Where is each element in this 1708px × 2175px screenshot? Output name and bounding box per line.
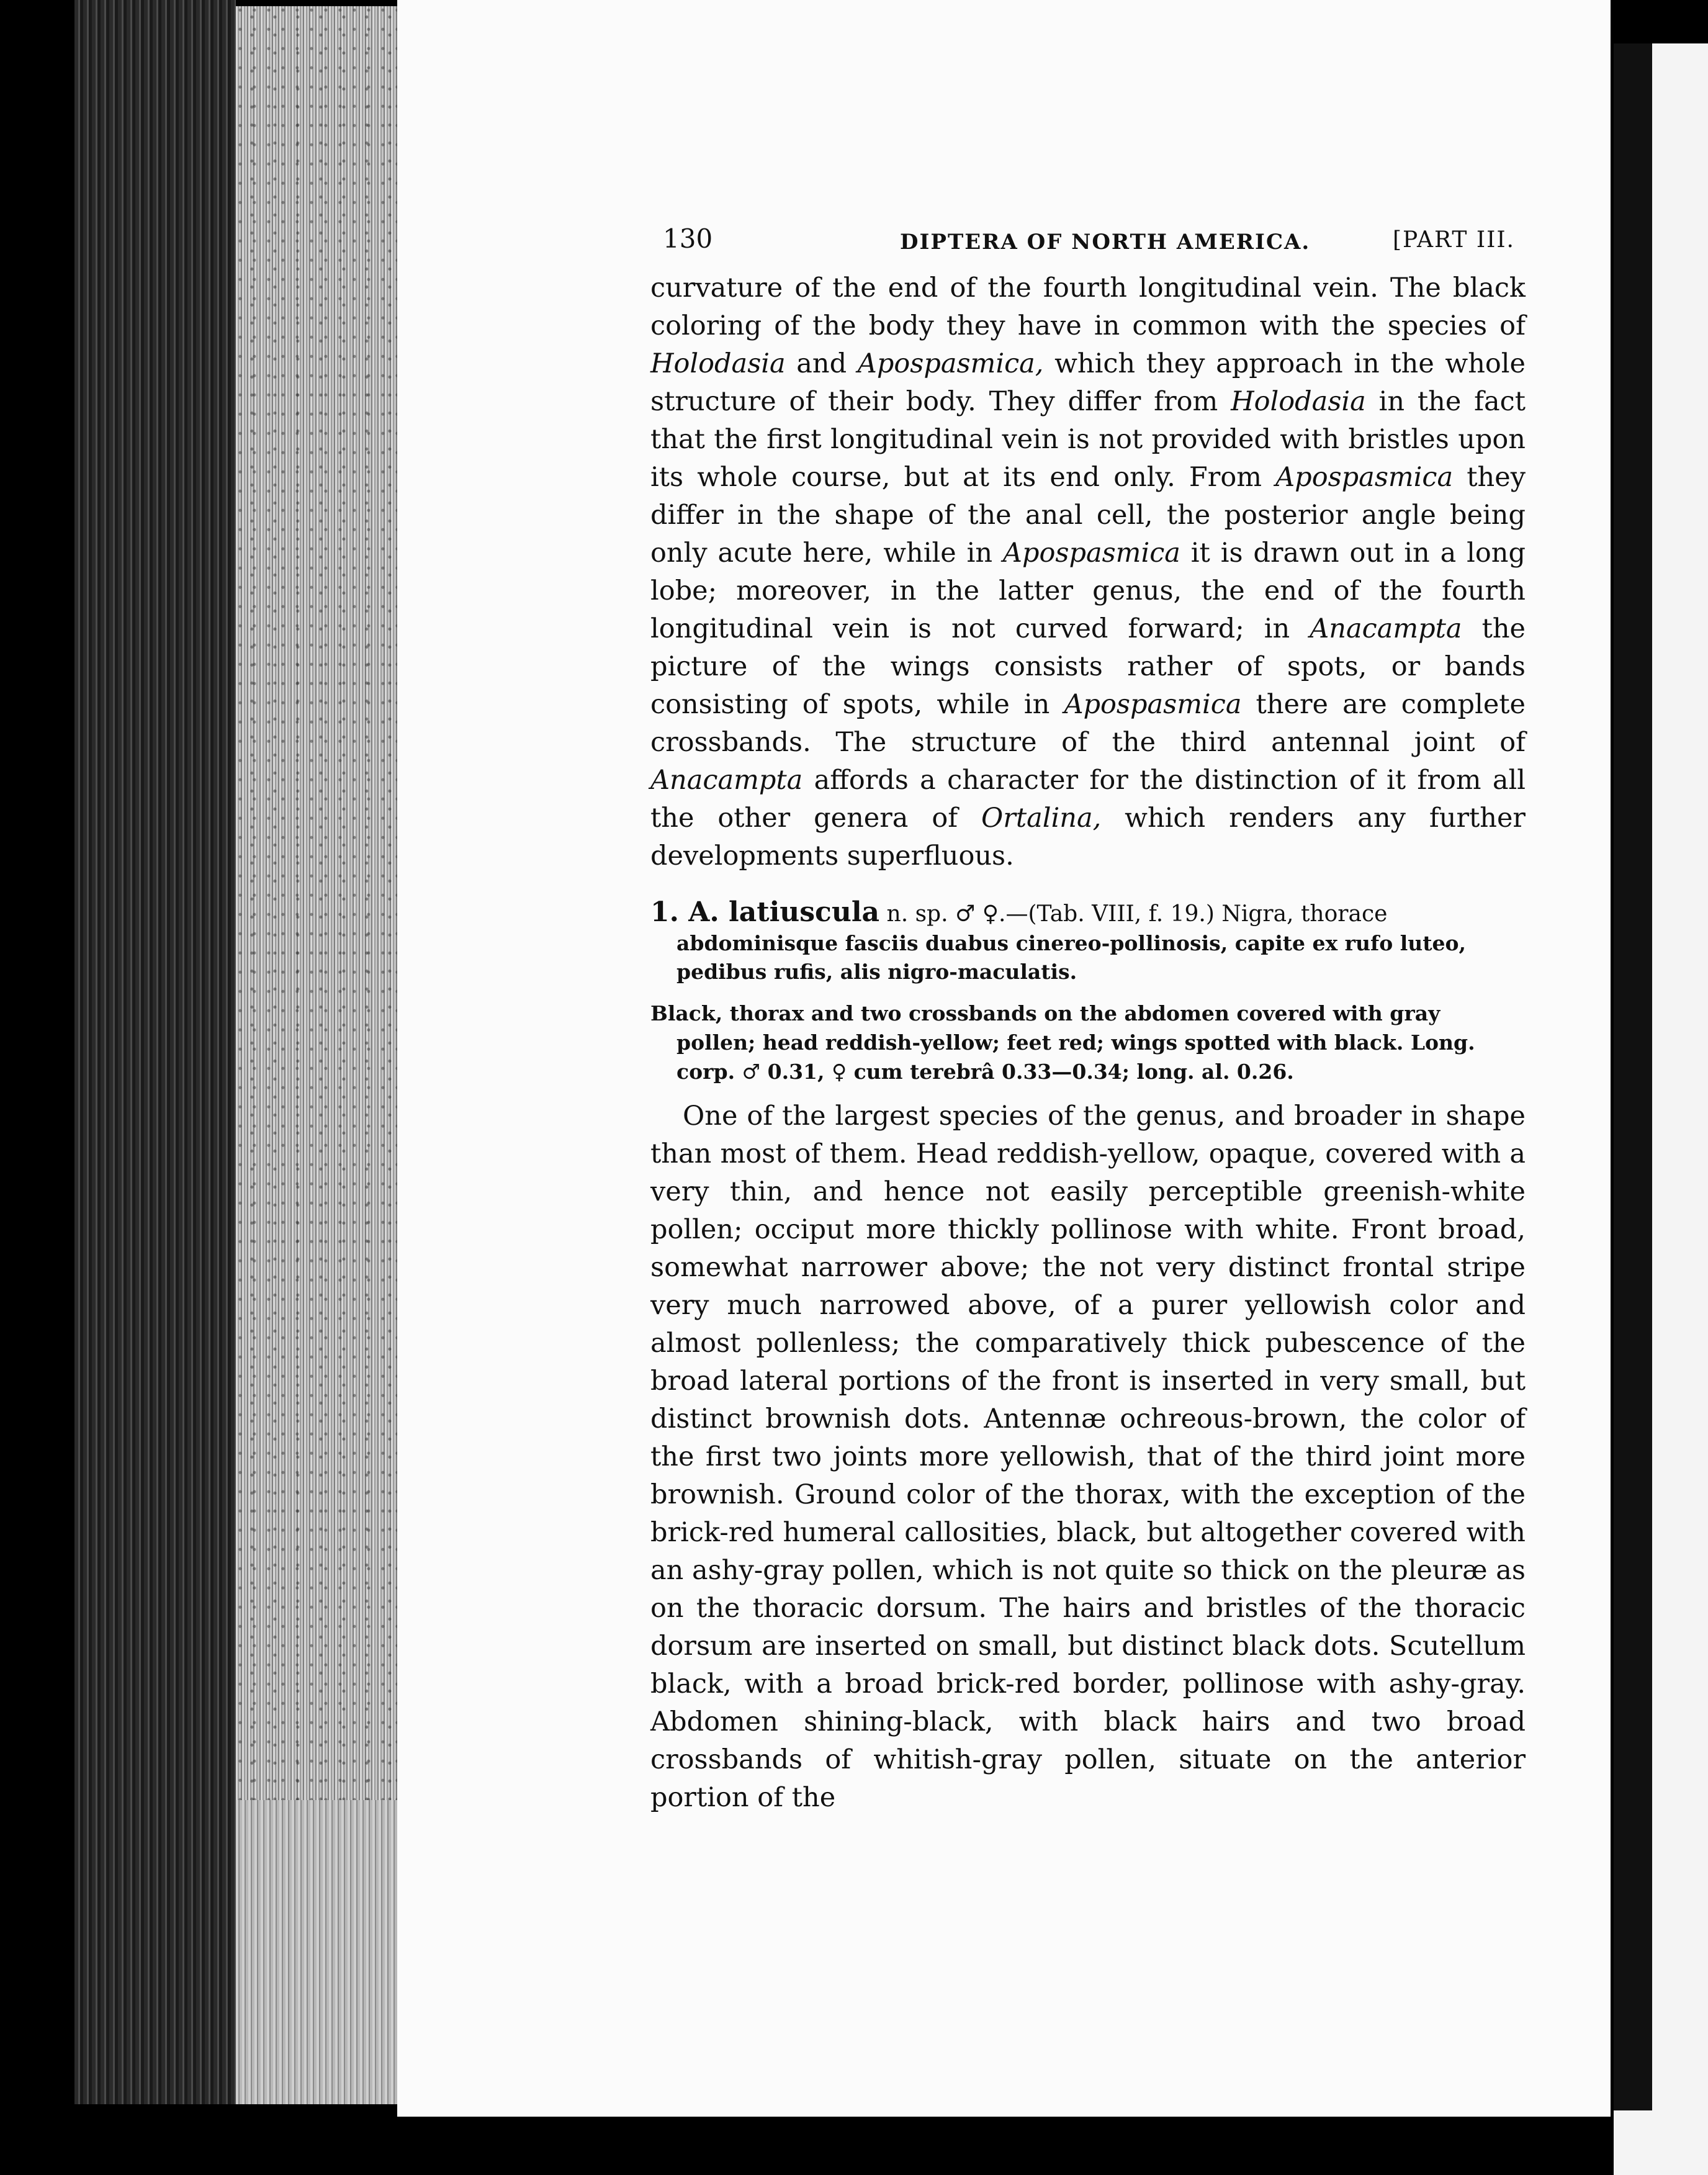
latin-diagnosis-line: pedibus rufis, alis nigro-maculatis.: [676, 960, 1077, 984]
text-run: they differ in the shape of the anal cell, the posterior angle being only acute here, while in: [650, 462, 1526, 569]
diagnosis-line: Black, thorax and two crossbands on the abdomen covered with gray: [650, 1001, 1441, 1025]
genus-name: Anacampta: [1310, 613, 1462, 644]
genus-name: Anacampta: [650, 765, 803, 796]
species-diagnosis: [650, 898, 1526, 986]
genus-name: Holodasia: [1231, 386, 1366, 417]
latin-diagnosis-line: abdominisque fasciis duabus cinereo-pollinosis, capite ex rufo luteo,: [676, 931, 1467, 955]
species-heading: [650, 898, 1526, 929]
text-run: the picture of the wings consists rather of spots, or bands consisting of spots, while in: [650, 613, 1526, 720]
running-title: DIPTERA OF NORTH AMERICA.: [900, 230, 1311, 254]
genus-name: Apospasmica: [1002, 538, 1180, 569]
genus-name: Ortalina,: [981, 803, 1102, 834]
species-heading-rest: n. sp. ♂ ♀.—(Tab. VIII, f. 19.) Nigra, thorace: [879, 901, 1388, 927]
english-diagnosis: [650, 999, 1526, 1086]
diagnosis-line: pollen; head reddish-yellow; feet red; wings spotted with black. Long.: [676, 1030, 1475, 1055]
species-name: 1. A. latiuscula: [650, 896, 880, 928]
page-number: 130: [663, 223, 713, 254]
genus-name: Apospasmica: [1275, 462, 1454, 493]
genus-name: Apospasmica: [1064, 689, 1242, 720]
text-run: and: [785, 348, 858, 379]
text-run: which they approach in the whole structure of their body. They differ from: [650, 348, 1526, 417]
text-run: in the fact that the first longitudinal vein is not provided with bristles upon its whole course, but at its end only. From: [650, 386, 1526, 493]
page-content: [650, 223, 1526, 1817]
genus-name: Apospasmica,: [857, 348, 1044, 379]
text-run: affords a character for the distinction of it from all the other genera of: [650, 765, 1526, 834]
text-run: it is drawn out in a long lobe; moreover, in the latter genus, the end of the fourth longitudinal vein is not curved forward; in: [650, 538, 1526, 644]
text-run: which renders any further developments superfluous.: [650, 803, 1526, 871]
book-spine: [74, 0, 236, 2104]
page-gutter-shadow: [1614, 43, 1652, 2110]
paragraph-genus-comparison: [650, 269, 1526, 875]
running-head: [650, 223, 1526, 267]
text-run: curvature of the end of the fourth longitudinal vein. The black coloring of the body they have in common with the species of: [650, 272, 1526, 341]
text-run: there are complete crossbands. The structure of the third antennal joint of: [650, 689, 1526, 758]
page-edges-lower: [236, 1800, 422, 2104]
genus-name: Holodasia: [650, 348, 786, 379]
part-label: [PART III.: [1393, 227, 1515, 253]
paragraph-species-description: One of the largest species of the genus, and broader in shape than most of them. Head reddish-yellow, opaque, covered with a very thin, and hence not easily perceptible greenish-white pollen; occiput more thickly pollinose with white. Front broad, somewhat narrower above; the not very distinct frontal stripe very much narrowed above, of a purer yellowish color and almost pollenless; the comparatively thick pubescence of the broad lateral portions of the front is inserted in very small, but distinct brownish dots. Antennæ ochreous-brown, the color of the first two joints more yellowish, that of the third joint more brownish. Ground color of the thorax, with the exception of the brick-red humeral callosities, black, but altogether covered with an ashy-gray pollen, which is not quite so thick on the pleuræ as on the thoracic dorsum. The hairs and bristles of the thoracic dorsum are inserted on small, but distinct black dots. Scutellum black, with a broad brick-red border, pollinose with ashy-gray. Abdomen shining-black, with black hairs and two broad crossbands of whitish-gray pollen, situate on the anterior portion of the: [650, 1101, 1526, 1813]
diagnosis-line: corp. ♂ 0.31, ♀ cum terebrâ 0.33—0.34; long. al. 0.26.: [676, 1060, 1294, 1084]
